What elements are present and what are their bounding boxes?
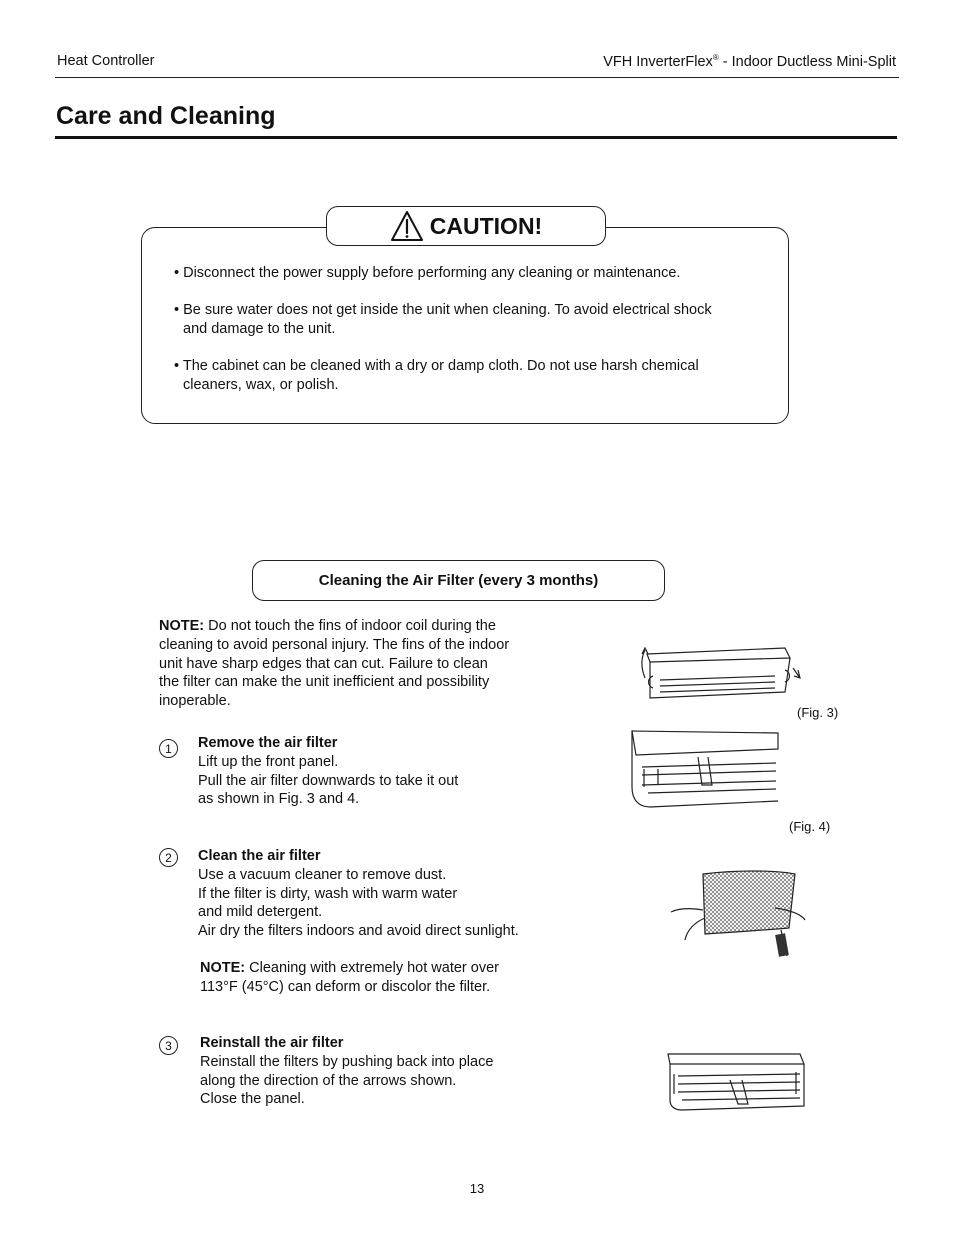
- caution-bullet-2-line1: • Be sure water does not get inside the unit when cleaning. To avoid electrical shock: [174, 302, 712, 318]
- step-2-title: Clean the air filter: [198, 848, 321, 864]
- step-1-number: 1: [159, 739, 178, 758]
- header-product: - Indoor Ductless Mini-Split: [718, 53, 896, 70]
- step-2-line-3: and mild detergent.: [198, 904, 323, 921]
- caution-bullet-3: [174, 357, 774, 395]
- caution-bullet-2-line2: and damage to the unit.: [183, 321, 336, 337]
- filter-cleaning-illustration: [665, 868, 810, 963]
- step-3-line-2: along the direction of the arrows shown.: [200, 1072, 457, 1089]
- title-divider: [55, 136, 897, 139]
- header-brand: VFH InverterFlex: [603, 53, 713, 70]
- fig-3-caption: (Fig. 3): [797, 705, 839, 720]
- step-2-line-2: If the filter is dirty, wash with warm water: [198, 885, 458, 902]
- caution-bullet-2: [174, 301, 774, 339]
- page-number: 13: [469, 1181, 485, 1196]
- step-2-line-1: Use a vacuum cleaner to remove dust.: [198, 866, 447, 883]
- note-line-1: Do not touch the fins of indoor coil during the: [204, 618, 496, 634]
- step-1-line-2: Pull the air filter downwards to take it out: [198, 772, 459, 789]
- note-line-3: unit have sharp edges that can cut. Failure to clean: [159, 655, 488, 672]
- note-line-2: cleaning to avoid personal injury. The fins of the indoor: [159, 636, 510, 653]
- header-left: Heat Controller: [57, 53, 155, 69]
- step-2-number: 2: [159, 848, 178, 867]
- step-2-line-4: Air dry the filters indoors and avoid direct sunlight.: [198, 923, 519, 940]
- header-right: [603, 53, 896, 70]
- section-heading: Cleaning the Air Filter (every 3 months): [252, 560, 665, 601]
- step-3: [200, 1034, 600, 1109]
- step-1-title: Remove the air filter: [198, 735, 338, 751]
- registered-mark: ®: [712, 53, 719, 62]
- step-2-note-line-1: Cleaning with extremely hot water over: [245, 960, 499, 976]
- step-1: [198, 734, 578, 809]
- reinstall-illustration: [664, 1050, 809, 1112]
- note-line-4: the filter can make the unit inefficient and possibility: [159, 674, 490, 691]
- caution-header: [326, 206, 606, 246]
- step-2-note-label: NOTE:: [200, 960, 246, 976]
- step-3-title: Reinstall the air filter: [200, 1035, 344, 1051]
- header-divider: [55, 77, 899, 78]
- step-3-line-3: Close the panel.: [200, 1091, 305, 1108]
- caution-bullet-1-line: • Disconnect the power supply before performing any cleaning or maintenance.: [174, 265, 681, 281]
- note-line-5: inoperable.: [159, 693, 231, 710]
- step-2-note: [200, 959, 600, 997]
- fig-3-illustration: [635, 640, 810, 706]
- page-title: Care and Cleaning: [56, 102, 276, 130]
- step-1-line-3: as shown in Fig. 3 and 4.: [198, 791, 360, 808]
- caution-heading: CAUTION!: [429, 212, 543, 239]
- warning-triangle-icon: [390, 210, 424, 242]
- step-1-line-1: Lift up the front panel.: [198, 753, 339, 770]
- step-3-number: 3: [159, 1036, 178, 1055]
- fig-4-caption: (Fig. 4): [789, 819, 831, 834]
- filter-note: [159, 617, 579, 711]
- note-label: NOTE:: [159, 618, 205, 634]
- caution-bullet-3-line2: cleaners, wax, or polish.: [183, 377, 339, 393]
- step-3-line-1: Reinstall the filters by pushing back into place: [200, 1053, 494, 1070]
- fig-4-illustration: [628, 727, 780, 811]
- caution-bullet-1: [174, 264, 774, 283]
- step-2-note-line-2: 113°F (45°C) can deform or discolor the filter.: [200, 978, 491, 995]
- step-2: [198, 847, 598, 941]
- caution-bullet-3-line1: • The cabinet can be cleaned with a dry or damp cloth. Do not use harsh chemical: [174, 358, 699, 374]
